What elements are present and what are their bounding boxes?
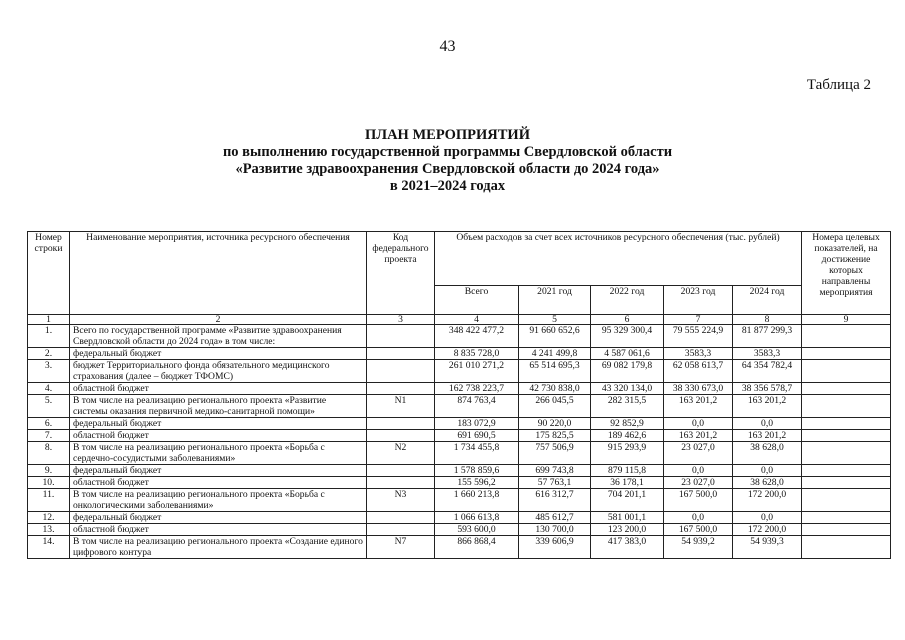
target-indicators-cell <box>802 325 891 348</box>
year-2023-cell: 0,0 <box>664 418 733 430</box>
target-indicators-cell <box>802 465 891 477</box>
row-name-cell: В том числе на реализацию регионального проекта «Развитие системы оказания первичной медико-санитарной помощи» <box>70 395 367 418</box>
table-row <box>28 524 891 536</box>
title-line: ПЛАН МЕРОПРИЯТИЙ <box>365 127 530 143</box>
project-code-cell <box>367 383 435 395</box>
row-number-cell: 9. <box>28 465 70 477</box>
table-row <box>28 465 891 477</box>
table-row <box>28 489 891 512</box>
year-2022-cell: 43 320 134,0 <box>591 383 664 395</box>
row-number-cell: 14. <box>28 536 70 559</box>
project-code-cell <box>367 360 435 383</box>
row-number-cell: 6. <box>28 418 70 430</box>
year-2022-cell: 915 293,9 <box>591 442 664 465</box>
total-cell: 1 734 455,8 <box>435 442 519 465</box>
column-number: 1 <box>28 315 70 325</box>
row-number-cell: 5. <box>28 395 70 418</box>
total-cell: 866 868,4 <box>435 536 519 559</box>
header-target-indicators: Номера целевых показателей, на достижение которых направлены мероприятия <box>802 232 891 315</box>
row-number-cell: 13. <box>28 524 70 536</box>
row-name-cell: федеральный бюджет <box>70 348 367 360</box>
row-name-cell: В том числе на реализацию регионального проекта «Борьба с онкологическими заболеваниями» <box>70 489 367 512</box>
year-2024-cell: 38 356 578,7 <box>733 383 802 395</box>
total-cell: 874 763,4 <box>435 395 519 418</box>
year-2023-cell: 167 500,0 <box>664 489 733 512</box>
plan-table-body <box>28 325 891 559</box>
project-code-cell <box>367 512 435 524</box>
year-2023-cell: 3583,3 <box>664 348 733 360</box>
year-2022-cell: 92 852,9 <box>591 418 664 430</box>
year-2022-cell: 95 329 300,4 <box>591 325 664 348</box>
table-row <box>28 395 891 418</box>
table-row <box>28 360 891 383</box>
year-2021-cell: 57 763,1 <box>519 477 591 489</box>
document-title <box>0 127 895 195</box>
row-name-cell: бюджет Территориального фонда обязательного медицинского страхования (далее – бюджет ТФОМС) <box>70 360 367 383</box>
project-code-cell: N3 <box>367 489 435 512</box>
year-2022-cell: 189 462,6 <box>591 430 664 442</box>
plan-table <box>27 231 891 559</box>
year-2021-cell: 266 045,5 <box>519 395 591 418</box>
year-2021-cell: 175 825,5 <box>519 430 591 442</box>
project-code-cell <box>367 524 435 536</box>
column-number: 4 <box>435 315 519 325</box>
row-number-cell: 1. <box>28 325 70 348</box>
column-number: 2 <box>70 315 367 325</box>
year-2021-cell: 91 660 652,6 <box>519 325 591 348</box>
column-number-row <box>28 315 891 325</box>
year-2022-cell: 417 383,0 <box>591 536 664 559</box>
header-project-code: Код федерального проекта <box>367 232 435 315</box>
header-year-2022: 2022 год <box>591 286 664 315</box>
header-total: Всего <box>435 286 519 315</box>
target-indicators-cell <box>802 477 891 489</box>
year-2023-cell: 79 555 224,9 <box>664 325 733 348</box>
project-code-cell <box>367 325 435 348</box>
year-2023-cell: 23 027,0 <box>664 442 733 465</box>
column-number: 8 <box>733 315 802 325</box>
year-2023-cell: 167 500,0 <box>664 524 733 536</box>
table-row <box>28 430 891 442</box>
column-number: 9 <box>802 315 891 325</box>
target-indicators-cell <box>802 512 891 524</box>
column-number: 5 <box>519 315 591 325</box>
target-indicators-cell <box>802 524 891 536</box>
year-2023-cell: 163 201,2 <box>664 395 733 418</box>
row-name-cell: федеральный бюджет <box>70 512 367 524</box>
total-cell: 1 660 213,8 <box>435 489 519 512</box>
year-2021-cell: 90 220,0 <box>519 418 591 430</box>
total-cell: 348 422 477,2 <box>435 325 519 348</box>
row-number-cell: 12. <box>28 512 70 524</box>
row-name-cell: федеральный бюджет <box>70 465 367 477</box>
header-name: Наименование мероприятия, источника ресурсного обеспечения <box>70 232 367 315</box>
year-2021-cell: 42 730 838,0 <box>519 383 591 395</box>
year-2024-cell: 3583,3 <box>733 348 802 360</box>
year-2022-cell: 282 315,5 <box>591 395 664 418</box>
row-number-cell: 7. <box>28 430 70 442</box>
table-row <box>28 325 891 348</box>
table-label: Таблица 2 <box>806 77 871 93</box>
year-2021-cell: 616 312,7 <box>519 489 591 512</box>
column-number: 6 <box>591 315 664 325</box>
year-2024-cell: 64 354 782,4 <box>733 360 802 383</box>
year-2024-cell: 54 939,3 <box>733 536 802 559</box>
year-2023-cell: 0,0 <box>664 512 733 524</box>
year-2023-cell: 62 058 613,7 <box>664 360 733 383</box>
target-indicators-cell <box>802 395 891 418</box>
year-2024-cell: 163 201,2 <box>733 430 802 442</box>
table-row <box>28 512 891 524</box>
header-year-2021: 2021 год <box>519 286 591 315</box>
row-number-cell: 2. <box>28 348 70 360</box>
total-cell: 162 738 223,7 <box>435 383 519 395</box>
year-2023-cell: 163 201,2 <box>664 430 733 442</box>
year-2022-cell: 36 178,1 <box>591 477 664 489</box>
year-2024-cell: 38 628,0 <box>733 442 802 465</box>
title-line: в 2021–2024 годах <box>389 178 506 194</box>
year-2024-cell: 0,0 <box>733 512 802 524</box>
target-indicators-cell <box>802 489 891 512</box>
year-2021-cell: 339 606,9 <box>519 536 591 559</box>
total-cell: 155 596,2 <box>435 477 519 489</box>
row-number-cell: 8. <box>28 442 70 465</box>
target-indicators-cell <box>802 430 891 442</box>
project-code-cell <box>367 430 435 442</box>
year-2022-cell: 704 201,1 <box>591 489 664 512</box>
year-2023-cell: 38 330 673,0 <box>664 383 733 395</box>
target-indicators-cell <box>802 442 891 465</box>
project-code-cell <box>367 465 435 477</box>
year-2024-cell: 172 200,0 <box>733 489 802 512</box>
column-number: 3 <box>367 315 435 325</box>
table-row <box>28 348 891 360</box>
row-number-cell: 3. <box>28 360 70 383</box>
header-year-2023: 2023 год <box>664 286 733 315</box>
row-number-cell: 4. <box>28 383 70 395</box>
year-2023-cell: 23 027,0 <box>664 477 733 489</box>
project-code-cell: N7 <box>367 536 435 559</box>
year-2022-cell: 581 001,1 <box>591 512 664 524</box>
page-number: 43 <box>439 38 456 55</box>
total-cell: 261 010 271,2 <box>435 360 519 383</box>
total-cell: 593 600,0 <box>435 524 519 536</box>
year-2023-cell: 54 939,2 <box>664 536 733 559</box>
year-2021-cell: 699 743,8 <box>519 465 591 477</box>
title-line: по выполнению государственной программы Свердловской области <box>222 144 673 160</box>
project-code-cell: N1 <box>367 395 435 418</box>
row-name-cell: В том числе на реализацию регионального проекта «Борьба с сердечно-сосудистыми заболеваниями» <box>70 442 367 465</box>
target-indicators-cell <box>802 383 891 395</box>
header-year-2024: 2024 год <box>733 286 802 315</box>
row-name-cell: областной бюджет <box>70 430 367 442</box>
row-name-cell: В том числе на реализацию регионального проекта «Создание единого цифрового контура <box>70 536 367 559</box>
target-indicators-cell <box>802 360 891 383</box>
total-cell: 1 578 859,6 <box>435 465 519 477</box>
total-cell: 1 066 613,8 <box>435 512 519 524</box>
year-2024-cell: 0,0 <box>733 465 802 477</box>
table-row <box>28 418 891 430</box>
target-indicators-cell <box>802 536 891 559</box>
year-2021-cell: 757 506,9 <box>519 442 591 465</box>
row-number-cell: 11. <box>28 489 70 512</box>
year-2021-cell: 4 241 499,8 <box>519 348 591 360</box>
table-row <box>28 383 891 395</box>
target-indicators-cell <box>802 418 891 430</box>
row-name-cell: областной бюджет <box>70 524 367 536</box>
year-2023-cell: 0,0 <box>664 465 733 477</box>
header-expenses: Объем расходов за счет всех источников ресурсного обеспечения (тыс. рублей) <box>435 232 802 286</box>
title-line: «Развитие здравоохранения Свердловской области до 2024 года» <box>235 161 660 177</box>
total-cell: 691 690,5 <box>435 430 519 442</box>
year-2024-cell: 38 628,0 <box>733 477 802 489</box>
year-2022-cell: 123 200,0 <box>591 524 664 536</box>
year-2021-cell: 485 612,7 <box>519 512 591 524</box>
year-2021-cell: 130 700,0 <box>519 524 591 536</box>
row-name-cell: областной бюджет <box>70 477 367 489</box>
year-2024-cell: 0,0 <box>733 418 802 430</box>
project-code-cell <box>367 477 435 489</box>
row-name-cell: федеральный бюджет <box>70 418 367 430</box>
header-row <box>28 232 891 286</box>
table-row <box>28 442 891 465</box>
project-code-cell <box>367 418 435 430</box>
year-2022-cell: 69 082 179,8 <box>591 360 664 383</box>
row-number-cell: 10. <box>28 477 70 489</box>
table-row <box>28 536 891 559</box>
row-name-cell: областной бюджет <box>70 383 367 395</box>
year-2024-cell: 172 200,0 <box>733 524 802 536</box>
total-cell: 183 072,9 <box>435 418 519 430</box>
table-row <box>28 477 891 489</box>
total-cell: 8 835 728,0 <box>435 348 519 360</box>
column-number: 7 <box>664 315 733 325</box>
year-2022-cell: 879 115,8 <box>591 465 664 477</box>
header-row-number: Номер строки <box>28 232 70 315</box>
target-indicators-cell <box>802 348 891 360</box>
year-2024-cell: 81 877 299,3 <box>733 325 802 348</box>
project-code-cell <box>367 348 435 360</box>
year-2022-cell: 4 587 061,6 <box>591 348 664 360</box>
year-2024-cell: 163 201,2 <box>733 395 802 418</box>
year-2021-cell: 65 514 695,3 <box>519 360 591 383</box>
project-code-cell: N2 <box>367 442 435 465</box>
row-name-cell: Всего по государственной программе «Развитие здравоохранения Свердловской области до 2024 года» в том числе: <box>70 325 367 348</box>
